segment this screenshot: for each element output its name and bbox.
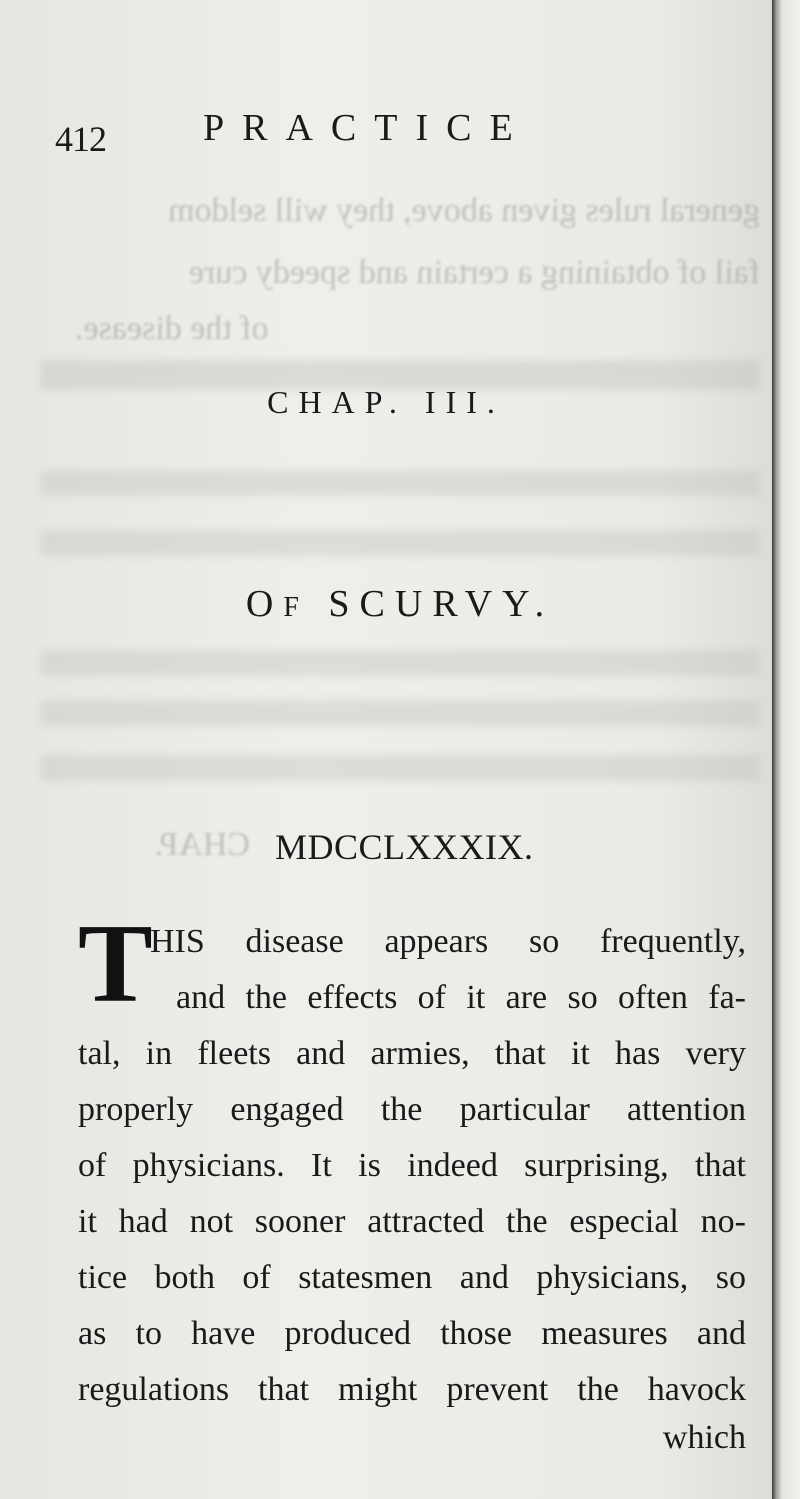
page-edge [772, 0, 800, 1499]
subject-heading [0, 582, 772, 626]
subject-prefix-rest: F [283, 592, 309, 623]
bleed-through-line: of the disease. [75, 310, 269, 347]
body-line: regulations that might prevent the havock [78, 1371, 746, 1408]
body-line: HIS disease appears so frequently, [150, 923, 746, 960]
bleed-through-line: CHAP. [154, 826, 250, 863]
body-line: tal, in fleets and armies, that it has very [78, 1035, 746, 1072]
bleed-through-line: fail of obtaining a certain and speedy cure [188, 254, 760, 291]
subject-word: SCURVY. [328, 583, 555, 625]
catchword: which [662, 1419, 746, 1456]
page-number: 412 [55, 119, 106, 159]
paragraph-number: MDCCLXXXIX. [275, 827, 534, 867]
subject-prefix-initial: O [245, 583, 284, 625]
bleed-through-line: general rules given above, they will seldom [168, 192, 760, 229]
body-line: and the effects of it are so often fa- [176, 979, 746, 1016]
running-title: PRACTICE [203, 107, 531, 149]
body-line: tice both of statesmen and physicians, so [78, 1259, 746, 1296]
drop-cap: T [78, 902, 153, 1026]
body-line: as to have produced those measures and [78, 1315, 746, 1352]
body-line: it had not sooner attracted the especial no- [78, 1203, 746, 1240]
body-line: properly engaged the particular attention [78, 1091, 746, 1128]
chapter-heading: CHAP. III. [267, 384, 505, 420]
body-line: of physicians. It is indeed surprising, that [78, 1147, 746, 1184]
